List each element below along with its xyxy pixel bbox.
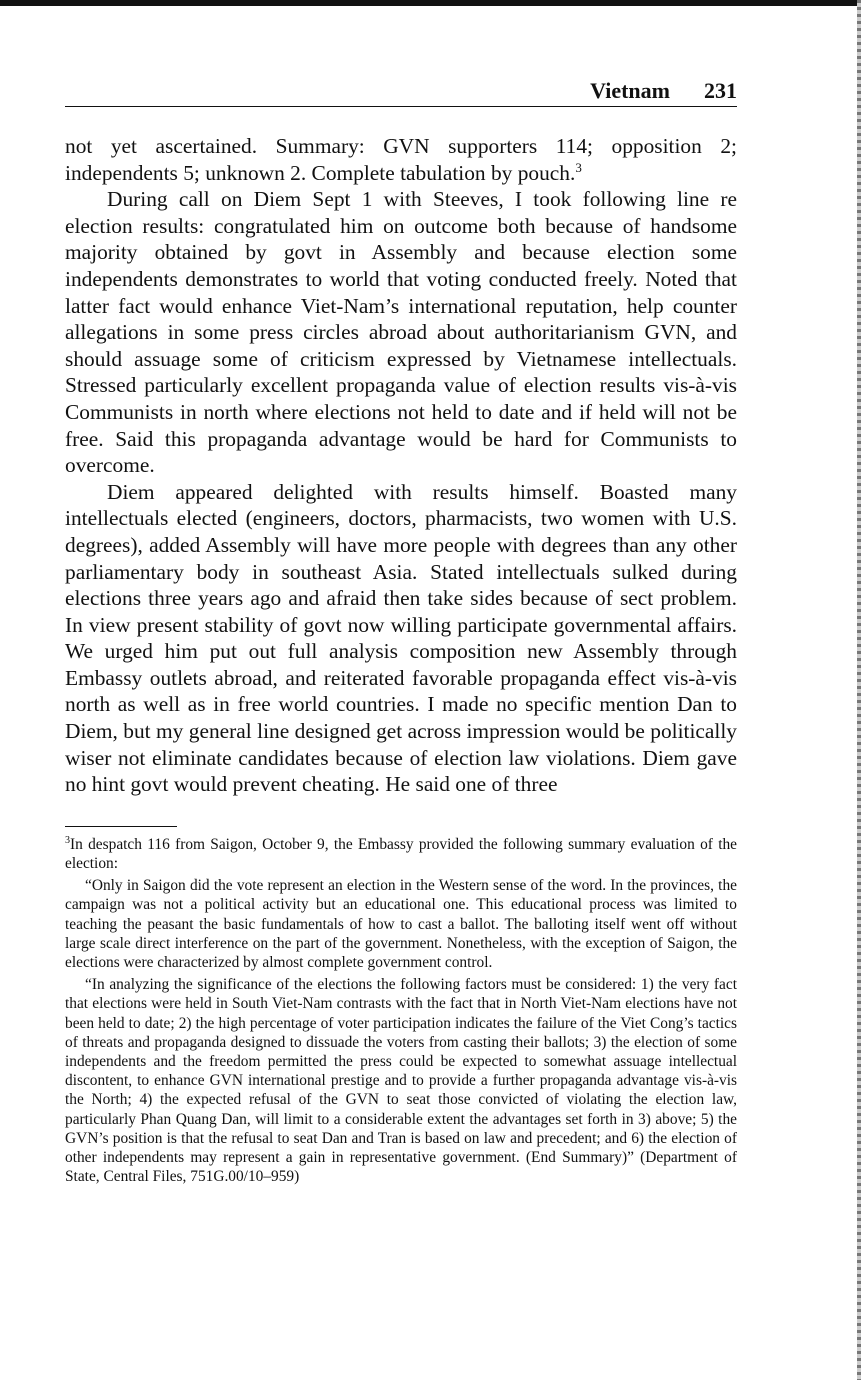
footnote-marker: 3 xyxy=(65,834,70,846)
footnote-intro: $^3$In despatch 116 from Saigon, October 9, the Embassy provided the following summary evaluation of the election: xyxy=(65,834,737,873)
body-paragraph: During call on Diem Sept 1 with Steeves, I took following line re election results: congratulated him on outcome both because of handsome majority obtained by govt in Assembly and because election some independents demonstrates to world that voting conducted freely. Noted that latter fact would enhance Viet-Nam’s international reputation, help counter allegations in some press circles abroad about authoritarianism GVN, and should assuage some of criticism expressed by Vietnamese intellectuals. Stressed particularly excellent propaganda value of election results vis-à-vis Communists in north where elections not held to date and if held will not be free. Said this propaganda advantage would be hard for Communists to overcome. xyxy=(65,187,737,478)
footnote-reference: 3 xyxy=(575,159,582,175)
running-head-title: Vietnam xyxy=(590,78,670,103)
body-paragraph: Diem appeared delighted with results himself. Boasted many intellectuals elected (engineers, doctors, pharmacists, two women with U.S. degrees), added Assembly will have more people with degrees than any other parliamentary body in southeast Asia. Stated intellectuals sulked during elections three years ago and afraid then take sides because of sect problem. In view present stability of govt now willing participate governmental affairs. We urged him put out full analysis composition new Assembly through Embassy outlets abroad, and reiterated favorable propaganda effect vis-à-vis north as well as in free world countries. I made no specific mention Dan to Diem, but my general line designed get across impression would be politically wiser not eliminate candidates because of election law violations. Diem gave no hint govt would prevent cheating. He said one of three xyxy=(65,479,737,797)
body-paragraph: not yet ascertained. Summary: GVN supporters 114; opposition 2; independents 5; unknown 2. Complete tabulation by pouch.$^3$ xyxy=(65,134,737,185)
scan-edge xyxy=(857,0,861,1380)
page-number: 231 xyxy=(704,78,737,103)
document-page xyxy=(65,78,737,1187)
footnote xyxy=(65,835,737,1187)
footnote-divider xyxy=(65,826,177,827)
main-text xyxy=(65,133,737,798)
footnote-quote: “In analyzing the significance of the elections the following factors must be considered: 1) the very fact that elections were held in South Viet-Nam contrasts with the fact that in North Viet-Nam elections have not been held to date; 2) the high percentage of voter participation indicates the failure of the Viet Cong’s tactics of threats and propaganda designed to dissuade the voters from casting their ballots; 3) the election of some independents and the freedom permitted the press could be expected to somewhat assuage intellectual discontent, to enhance GVN international prestige and to provide a further propaganda advantage vis-à-vis the North; 4) the expected refusal of the GVN to seat those convicted of violating the election law, particularly Phan Quang Dan, will limit to a considerable extent the advantages set forth in 3) above; 5) the GVN’s position is that the refusal to seat Dan and Tran is based on law and precedent; and 6) the election of other independents may represent a gain in representative government. (End Summary)” (Department of State, Central Files, 751G.00/10–959) xyxy=(65,976,737,1186)
footnote-quote: “Only in Saigon did the vote represent an election in the Western sense of the word. In the provinces, the campaign was not a political activity but an educational one. This educational process was limited to teaching the peasant the basic fundamentals of how to cast a ballot. The balloting itself went off without large scale direct interference on the part of the government. Nonetheless, with the exception of Saigon, the elections were characterized by almost complete government control. xyxy=(65,877,737,972)
page-top-border xyxy=(0,0,861,6)
running-head xyxy=(65,78,737,107)
